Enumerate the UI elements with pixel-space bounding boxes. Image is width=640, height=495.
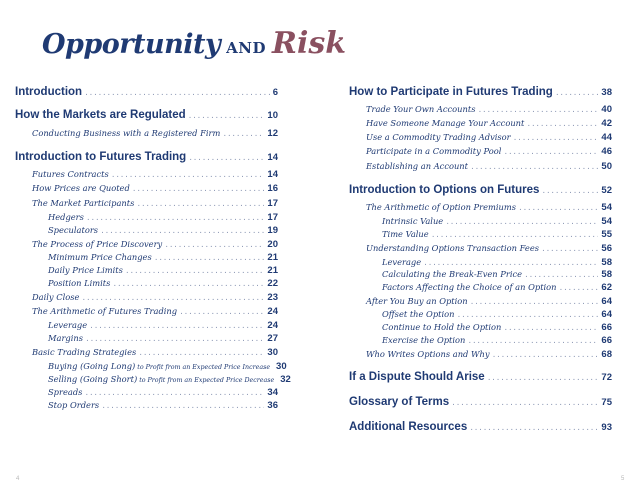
toc-entry-title: Buying (Going Long) (48, 361, 136, 371)
toc-entry-label (32, 127, 220, 139)
toc-entry-label (382, 321, 501, 333)
dot-leader (542, 185, 598, 197)
document-title (42, 26, 346, 59)
toc-entry[interactable] (15, 211, 278, 224)
toc-entry-title: Use a Commodity Trading Advisor (366, 132, 511, 142)
toc-entry-title: Introduction to Options on Futures (349, 184, 540, 196)
toc-entry[interactable] (15, 346, 278, 359)
dot-leader (471, 161, 598, 173)
toc-entry-title: Have Someone Manage Your Account (366, 118, 525, 128)
toc-entry[interactable] (15, 251, 278, 264)
toc-entry[interactable] (349, 321, 612, 334)
toc-entry[interactable] (15, 224, 278, 237)
dot-leader (504, 146, 598, 158)
toc-entry-title: How Prices are Quoted (32, 183, 130, 193)
toc-entry-title: Selling (Going Short) (48, 374, 138, 384)
dot-leader (432, 229, 599, 241)
dot-leader (82, 292, 264, 304)
dot-leader (155, 252, 265, 264)
toc-entry[interactable] (15, 360, 287, 374)
toc-entry[interactable] (15, 305, 278, 318)
toc-page-number: 30 (267, 347, 278, 358)
toc-page-number: 68 (601, 349, 612, 360)
toc-entry-label (48, 373, 274, 387)
toc-page-number: 17 (267, 198, 278, 209)
toc-entry-label (382, 268, 522, 280)
toc-entry-title: Participate in a Commodity Pool (366, 146, 502, 156)
dot-leader (113, 278, 264, 290)
toc-entry[interactable] (349, 295, 612, 308)
toc-page-number: 6 (272, 87, 278, 98)
toc-entry-label (366, 160, 468, 172)
toc-entry[interactable] (349, 160, 612, 173)
toc-entry-label (48, 386, 82, 398)
toc-entry[interactable] (15, 332, 278, 345)
toc-entry-label (382, 334, 465, 346)
toc-page-number: 30 (276, 361, 287, 372)
dot-leader (133, 183, 265, 195)
dot-leader (223, 128, 264, 140)
toc-entry-label (366, 103, 475, 115)
toc-entry-title: Glossary of Terms (349, 396, 450, 408)
title-opportunity: Opportunity (42, 29, 221, 60)
dot-leader (85, 387, 264, 399)
dot-leader (488, 372, 599, 384)
toc-entry-title: Time Value (382, 229, 429, 239)
toc-entry-label (48, 332, 83, 344)
dot-leader (101, 225, 264, 237)
dot-leader (471, 296, 599, 308)
dot-leader (457, 309, 598, 321)
toc-page-number: 58 (601, 269, 612, 280)
toc-entry-subtitle: to Profit from an Expected Price Increase (135, 364, 271, 371)
toc-entry[interactable] (15, 238, 278, 251)
toc-entry-title: Basic Trading Strategies (32, 347, 137, 357)
dot-leader (90, 320, 264, 332)
toc-entry-label (366, 242, 539, 254)
toc-entry-label (349, 184, 539, 196)
dot-leader (165, 239, 264, 251)
toc-entry-title: Daily Price Limits (48, 265, 123, 275)
toc-entry-label (349, 371, 485, 383)
toc-entry-label (48, 319, 87, 331)
toc-page-number: 19 (267, 225, 278, 236)
toc-page-number: 40 (601, 104, 612, 115)
toc-page-number: 24 (267, 306, 278, 317)
toc-page-number: 34 (267, 387, 278, 398)
toc-entry-title: Daily Close (32, 292, 80, 302)
dot-leader (86, 333, 264, 345)
toc-entry-title: Stop Orders (48, 400, 100, 410)
toc-entry-title: If a Dispute Should Arise (349, 371, 485, 383)
toc-entry[interactable] (15, 264, 278, 277)
toc-entry-title: How the Markets are Regulated (15, 109, 186, 121)
dot-leader (189, 152, 264, 164)
toc-page-number: 23 (267, 292, 278, 303)
toc-entry-label (48, 251, 152, 263)
toc-entry-title: The Process of Price Discovery (32, 239, 163, 249)
toc-entry-label (382, 281, 557, 293)
toc-entry-label (15, 151, 186, 163)
toc-entry[interactable] (349, 348, 612, 361)
dot-leader (542, 243, 598, 255)
toc-entry-title: Factors Affecting the Choice of an Option (382, 282, 557, 292)
toc-section-entry[interactable] (15, 86, 278, 99)
toc-page-number: 42 (601, 118, 612, 129)
dot-leader (102, 400, 264, 412)
toc-entry-title: Trade Your Own Accounts (366, 104, 476, 114)
toc-entry-label (48, 224, 98, 236)
toc-page-number: 14 (267, 169, 278, 180)
toc-page-number: 64 (601, 296, 612, 307)
toc-page-number: 64 (601, 309, 612, 320)
toc-entry[interactable] (349, 201, 612, 214)
toc-entry-title: Leverage (382, 257, 422, 267)
toc-entry-title: Exercise the Option (382, 335, 466, 345)
toc-entry[interactable] (349, 117, 612, 130)
toc-entry-title: After You Buy an Option (366, 296, 468, 306)
toc-entry[interactable] (15, 373, 291, 387)
toc-entry-label (366, 117, 524, 129)
toc-page-number: 66 (601, 335, 612, 346)
toc-entry[interactable] (349, 215, 612, 228)
dot-leader (493, 349, 599, 361)
toc-section-entry[interactable] (349, 184, 612, 197)
title-risk: Risk (272, 26, 347, 61)
toc-entry[interactable] (15, 127, 278, 140)
dot-leader (85, 87, 270, 99)
toc-entry[interactable] (15, 291, 278, 304)
toc-entry[interactable] (15, 277, 278, 290)
toc-entry-title: Leverage (48, 320, 88, 330)
dot-leader (519, 202, 598, 214)
toc-page-number: 10 (267, 110, 278, 121)
toc-page-number: 55 (601, 229, 612, 240)
toc-entry-title: The Arithmetic of Option Premiums (366, 202, 516, 212)
toc-entry-title: Establishing an Account (366, 161, 468, 171)
toc-section-entry[interactable] (349, 421, 612, 434)
dot-leader (527, 118, 598, 130)
toc-entry-label (32, 197, 134, 209)
toc-entry-title: Understanding Options Transaction Fees (366, 243, 539, 253)
toc-entry[interactable] (349, 131, 612, 144)
toc-entry-label (32, 182, 130, 194)
toc-entry-title: Introduction (15, 86, 83, 98)
toc-entry-label (382, 215, 443, 227)
toc-entry-label (48, 399, 99, 411)
page-number-left: 4 (16, 476, 20, 482)
toc-entry-title: The Market Participants (32, 198, 135, 208)
toc-section-entry[interactable] (349, 396, 612, 409)
toc-page-number: 75 (601, 397, 612, 408)
toc-page-number: 52 (601, 185, 612, 196)
toc-entry-label (32, 168, 109, 180)
toc-entry-title: Introduction to Futures Trading (15, 151, 187, 163)
toc-entry-title: How to Participate in Futures Trading (349, 86, 553, 98)
toc-entry-subtitle: to Profit from an Expected Price Decrease (137, 377, 275, 384)
toc-page-number: 17 (267, 212, 278, 223)
toc-entry-label (366, 348, 490, 360)
toc-section-entry[interactable] (349, 86, 612, 99)
toc-entry-label (48, 360, 270, 374)
page-number-right: 5 (621, 476, 625, 482)
toc-entry-title: Offset the Option (382, 309, 455, 319)
toc-entry-title: Minimum Price Changes (48, 252, 152, 262)
toc-page-number: 24 (267, 320, 278, 331)
toc-page-number: 38 (601, 87, 612, 98)
toc-entry[interactable] (349, 334, 612, 347)
toc-entry[interactable] (15, 168, 278, 181)
toc-entry-label (15, 109, 186, 121)
toc-entry-label (366, 295, 468, 307)
dot-leader (514, 132, 599, 144)
toc-entry-label (349, 86, 553, 98)
toc-entry-label (366, 131, 511, 143)
dot-leader (560, 282, 599, 294)
toc-entry-label (32, 291, 79, 303)
toc-page-number: 27 (267, 333, 278, 344)
toc-page-number: 62 (601, 282, 612, 293)
dot-leader (139, 347, 264, 359)
toc-entry[interactable] (349, 242, 612, 255)
toc-entry-label (48, 277, 110, 289)
toc-entry[interactable] (349, 308, 612, 321)
toc-entry[interactable] (349, 103, 612, 116)
toc-entry-title: Who Writes Options and Why (366, 349, 490, 359)
toc-page-number: 44 (601, 132, 612, 143)
dot-leader (446, 216, 598, 228)
toc-entry-title: Position Limits (48, 278, 111, 288)
dot-leader (126, 265, 265, 277)
toc-page-number: 36 (267, 400, 278, 411)
toc-entry-title: Spreads (48, 387, 83, 397)
toc-page-number: 56 (601, 243, 612, 254)
toc-entry-title: Margins (48, 333, 83, 343)
toc-entry-label (366, 145, 501, 157)
toc-entry-title: Futures Contracts (32, 169, 109, 179)
dot-leader (112, 169, 265, 181)
toc-page-number: 54 (601, 216, 612, 227)
toc-page-number: 58 (601, 257, 612, 268)
title-and: AND (226, 39, 267, 57)
dot-leader (478, 104, 598, 116)
dot-leader (504, 322, 598, 334)
toc-entry[interactable] (15, 182, 278, 195)
toc-entry-title: Calculating the Break-Even Price (382, 269, 523, 279)
toc-page-number: 12 (267, 128, 278, 139)
toc-entry[interactable] (349, 268, 612, 281)
toc-entry[interactable] (15, 399, 278, 412)
toc-section-entry[interactable] (15, 109, 278, 122)
toc-page-number: 32 (280, 374, 291, 385)
toc-entry-label (32, 238, 162, 250)
dot-leader (452, 397, 598, 409)
toc-page-number: 21 (267, 265, 278, 276)
toc-page-number: 21 (267, 252, 278, 263)
toc-page-number: 22 (267, 278, 278, 289)
toc-entry[interactable] (15, 386, 278, 399)
toc-page-number: 54 (601, 202, 612, 213)
toc-entry-title: Continue to Hold the Option (382, 322, 502, 332)
toc-entry[interactable] (349, 228, 612, 241)
dot-leader (470, 422, 598, 434)
toc-entry-label (366, 201, 516, 213)
toc-page-number: 46 (601, 146, 612, 157)
toc-entry[interactable] (349, 145, 612, 158)
toc-entry-label (32, 305, 177, 317)
toc-page-number: 16 (267, 183, 278, 194)
toc-entry-label (382, 308, 454, 320)
toc-page-number: 93 (601, 422, 612, 433)
dot-leader (525, 269, 598, 281)
toc-entry-title: The Arithmetic of Futures Trading (32, 306, 178, 316)
dot-leader (137, 198, 264, 210)
toc-page-number: 66 (601, 322, 612, 333)
dot-leader (556, 87, 599, 99)
toc-entry-title: Additional Resources (349, 421, 468, 433)
toc-entry[interactable] (349, 281, 612, 294)
toc-entry-label (382, 228, 429, 240)
toc-page-number: 14 (267, 152, 278, 163)
dot-leader (468, 335, 598, 347)
dot-leader (180, 306, 264, 318)
toc-page-number: 72 (601, 372, 612, 383)
toc-page-number: 50 (601, 161, 612, 172)
toc-entry-label (15, 86, 82, 98)
toc-page-number: 20 (267, 239, 278, 250)
toc-entry-title: Intrinsic Value (382, 216, 444, 226)
toc-entry-title: Conducting Business with a Registered Firm (32, 128, 221, 138)
dot-leader (189, 110, 265, 122)
toc-entry[interactable] (15, 319, 278, 332)
toc-entry-label (48, 211, 84, 223)
dot-leader (87, 212, 265, 224)
toc-entry-label (349, 396, 449, 408)
toc-section-entry[interactable] (349, 371, 612, 384)
toc-entry-label (349, 421, 467, 433)
toc-entry[interactable] (15, 197, 278, 210)
toc-entry-title: Hedgers (48, 212, 84, 222)
toc-section-entry[interactable] (15, 151, 278, 164)
toc-entry-label (382, 256, 421, 268)
toc-entry-title: Speculators (48, 225, 99, 235)
toc-entry-label (32, 346, 136, 358)
toc-entry-label (48, 264, 123, 276)
